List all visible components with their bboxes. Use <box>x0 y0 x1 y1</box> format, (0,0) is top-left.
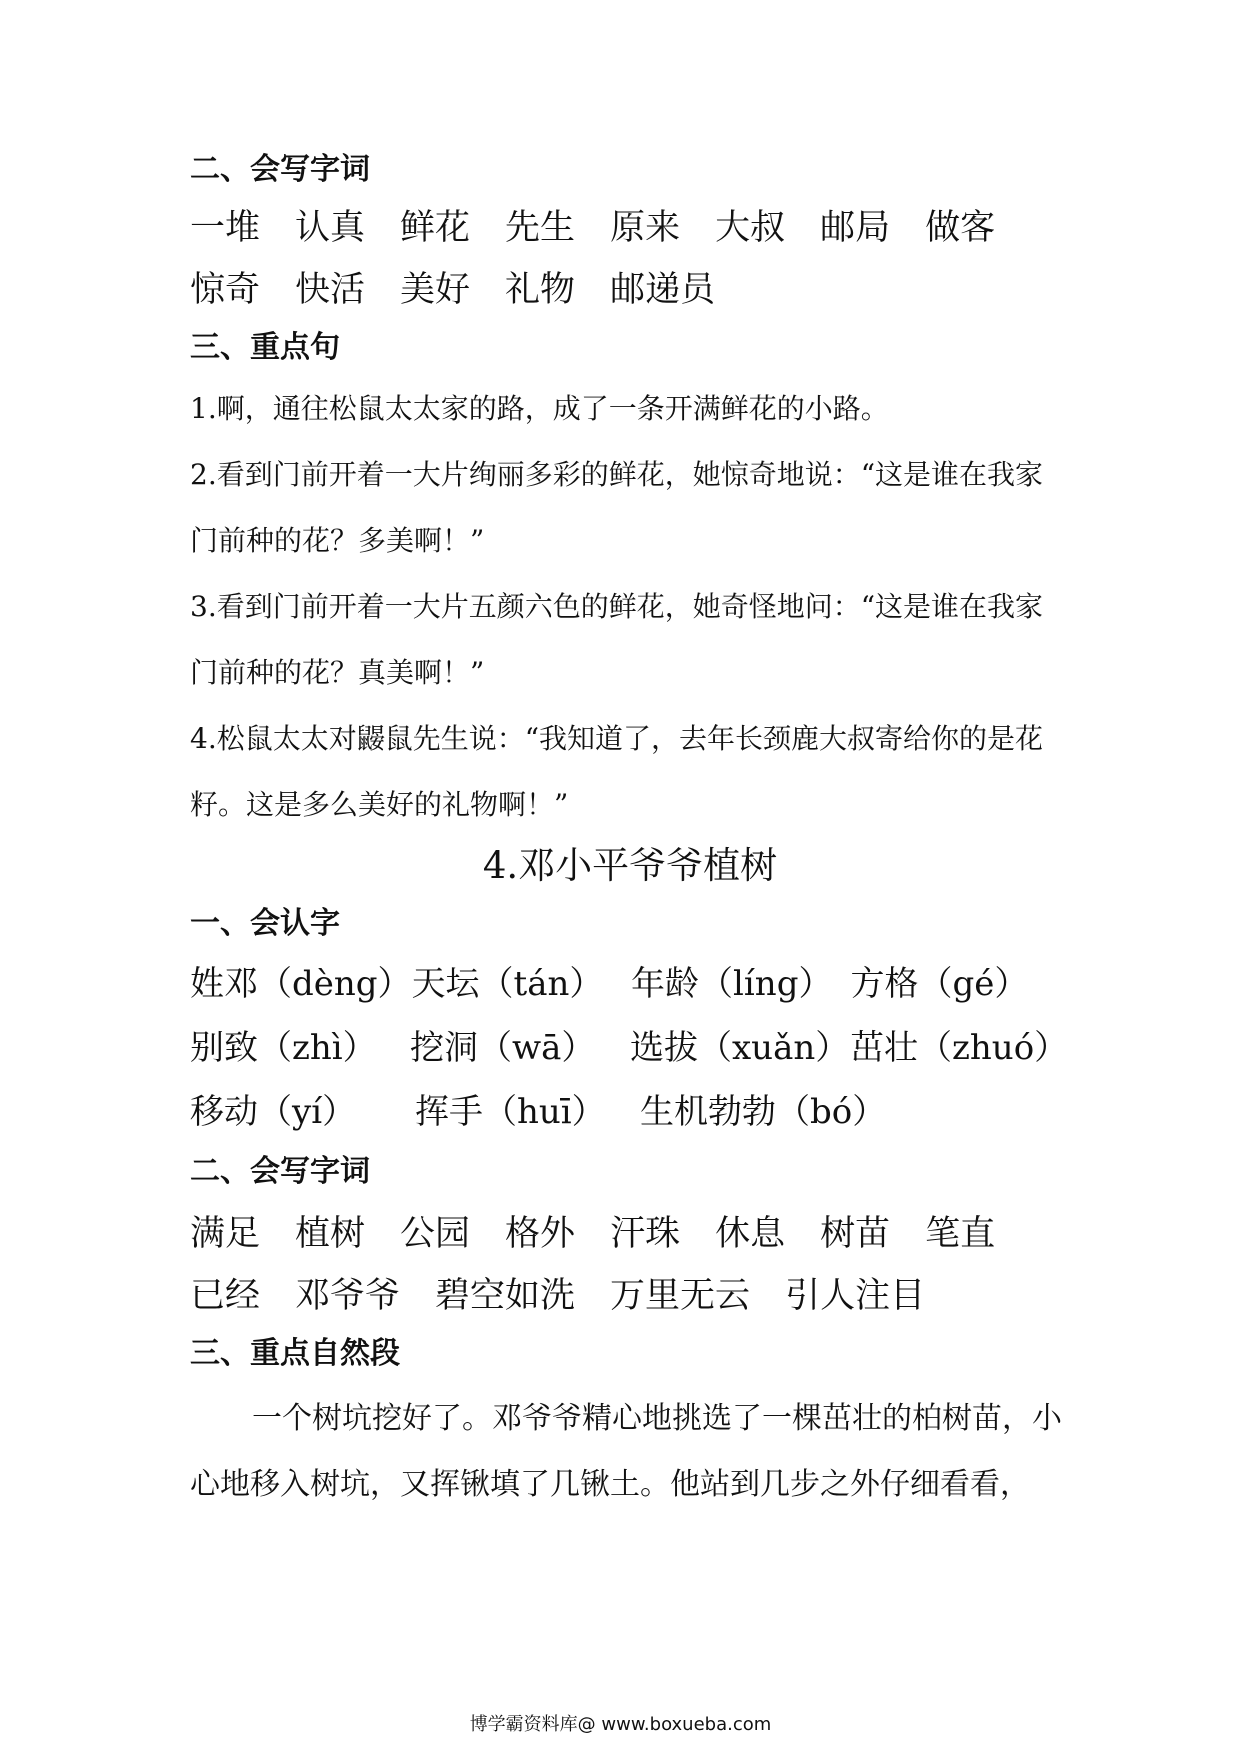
section-heading-recognize-chars: 一、会认字 <box>190 906 340 941</box>
recognize-item: 别致（zhì） <box>190 1028 377 1068</box>
recognize-item: 挖洞（wā） <box>410 1028 596 1068</box>
word: 美好 <box>400 270 471 310</box>
key-sentences <box>190 376 1070 838</box>
word: 笔直 <box>925 1214 996 1254</box>
key-paragraph: 一个树坑挖好了。邓爷爷精心地挑选了一棵茁壮的柏树苗，小心地移入树坑，又挥锹填了几锹土。他站到几步之外仔细看看， <box>190 1401 1062 1502</box>
recognize-item: 天坛（tán） <box>411 964 604 1004</box>
key-sentence-1: 1.啊，通往松鼠太太家的路，成了一条开满鲜花的小路。 <box>190 392 889 425</box>
word: 公园 <box>400 1214 471 1254</box>
recognize-item: 茁壮（zhuó） <box>850 1028 1069 1068</box>
recognize-row <box>190 1020 1070 1084</box>
word: 满足 <box>190 1214 261 1254</box>
word: 原来 <box>610 208 681 248</box>
document-page <box>190 150 1070 1518</box>
word: 引人注目 <box>785 1276 926 1316</box>
word-row-1 <box>190 200 1070 262</box>
word: 碧空如洗 <box>435 1276 576 1316</box>
lesson-title: 4.邓小平爷爷植树 <box>482 844 778 887</box>
recognize-grid <box>190 956 1070 1148</box>
word: 邓爷爷 <box>295 1276 401 1316</box>
key-sentence-4: 4.松鼠太太对鼹鼠先生说：“我知道了，去年长颈鹿大叔寄给你的是花籽。这是多么美好的礼物啊！” <box>190 722 1044 821</box>
word-row-2 <box>190 262 1070 324</box>
footer-watermark: 博学霸资料库@ www.boxueba.com <box>469 1714 772 1735</box>
word: 万里无云 <box>610 1276 751 1316</box>
key-sentence-3: 3.看到门前开着一大片五颜六色的鲜花，她奇怪地问：“这是谁在我家门前种的花？真美啊！” <box>190 590 1044 689</box>
word: 汗珠 <box>610 1214 681 1254</box>
recognize-item: 方格（gé） <box>850 964 1029 1004</box>
section-heading-write-words: 二、会写字词 <box>190 152 370 187</box>
write-row-1 <box>190 1206 1070 1268</box>
recognize-item: 年龄（líng） <box>631 964 833 1004</box>
write-row-2 <box>190 1268 1070 1330</box>
word: 格外 <box>505 1214 576 1254</box>
section-heading-write-words-2: 二、会写字词 <box>190 1154 370 1189</box>
word: 认真 <box>295 208 366 248</box>
recognize-item: 姓邓（dèng） <box>190 964 412 1004</box>
recognize-item: 生机勃勃（bó） <box>640 1092 887 1132</box>
recognize-item: 移动（yí） <box>190 1092 357 1132</box>
word: 树苗 <box>820 1214 891 1254</box>
word: 做客 <box>925 208 996 248</box>
word: 休息 <box>715 1214 786 1254</box>
word: 邮局 <box>820 208 891 248</box>
word: 先生 <box>505 208 576 248</box>
word: 鲜花 <box>400 208 471 248</box>
key-sentence-2: 2.看到门前开着一大片绚丽多彩的鲜花，她惊奇地说：“这是谁在我家门前种的花？多美啊！” <box>190 458 1044 557</box>
word: 邮递员 <box>610 270 716 310</box>
section-heading-key-sentences: 三、重点句 <box>190 330 340 365</box>
recognize-item: 挥手（huī） <box>415 1092 606 1132</box>
word: 大叔 <box>715 208 786 248</box>
recognize-row <box>190 1084 1070 1148</box>
recognize-item: 选拔（xuǎn） <box>630 1028 850 1068</box>
section-heading-key-paragraph: 三、重点自然段 <box>190 1336 400 1371</box>
word: 惊奇 <box>190 270 261 310</box>
recognize-row <box>190 956 1070 1020</box>
word: 礼物 <box>505 270 576 310</box>
word: 一堆 <box>190 208 261 248</box>
word: 植树 <box>295 1214 366 1254</box>
word: 已经 <box>190 1276 261 1316</box>
word: 快活 <box>295 270 366 310</box>
